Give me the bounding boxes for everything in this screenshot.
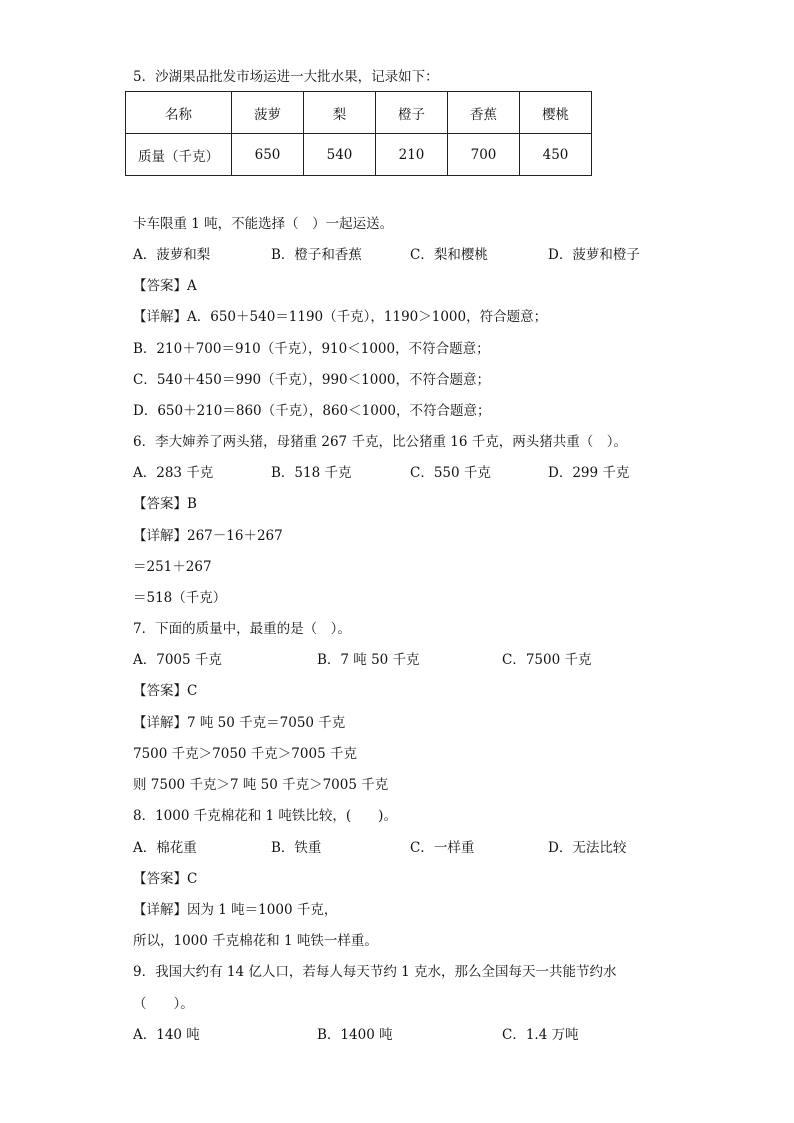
q6-detail-line: ＝518（千克） [133, 590, 227, 606]
q5-detail-line: B．210＋700＝910（千克），910＜1000，不符合题意； [133, 341, 490, 357]
table-cell: 450 [520, 134, 592, 176]
q7-option-b: B．7 吨 50 千克 [317, 652, 420, 668]
table-cell: 樱桃 [520, 92, 592, 134]
q7-detail-line: 【详解】7 吨 50 千克＝7050 千克 [133, 715, 346, 731]
q8-stem: 8．1000 千克棉花和 1 吨铁比较，( )。 [133, 808, 397, 824]
q8-option-c: C．一样重 [410, 840, 475, 856]
q5-question: 卡车限重 1 吨，不能选择（ ）一起运送。 [133, 216, 394, 232]
table-cell: 名称 [126, 92, 232, 134]
q7-answer: 【答案】C [133, 683, 198, 699]
q6-detail-line: ＝251＋267 [133, 559, 212, 575]
q9-stem-continued: （ ）。 [133, 996, 194, 1012]
q5-detail-line: 【详解】A．650＋540＝1190（千克），1190＞1000，符合题意； [133, 309, 548, 325]
q9-option-b: B．1400 吨 [317, 1027, 393, 1043]
q5-option-d: D．菠萝和橙子 [548, 247, 640, 263]
q5-option-a: A．菠萝和梨 [133, 247, 211, 263]
q8-option-b: B．铁重 [271, 840, 322, 856]
table-cell: 梨 [304, 92, 376, 134]
q6-option-b: B．518 千克 [271, 465, 352, 481]
fruit-weight-table [125, 91, 592, 176]
q7-option-a: A．7005 千克 [133, 652, 222, 668]
q6-answer: 【答案】B [133, 496, 197, 512]
q5-option-b: B．橙子和香蕉 [271, 247, 362, 263]
q5-answer: 【答案】A [133, 278, 197, 294]
q9-stem: 9．我国大约有 14 亿人口，若每人每天节约 1 克水，那么全国每天一共能节约水 [133, 964, 617, 980]
q5-stem: 5．沙湖果品批发市场运进一大批水果，记录如下： [133, 69, 439, 85]
q8-option-d: D．无法比较 [548, 840, 627, 856]
q6-stem: 6．李大婶养了两头猪，母猪重 267 千克，比公猪重 16 千克，两头猪共重（ ）。 [133, 434, 627, 450]
q6-option-d: D．299 千克 [548, 465, 630, 481]
q7-detail-line: 7500 千克＞7050 千克＞7005 千克 [133, 746, 357, 762]
table-cell: 菠萝 [232, 92, 304, 134]
table-cell: 香蕉 [448, 92, 520, 134]
q5-detail-line: D．650＋210＝860（千克），860＜1000，不符合题意； [133, 403, 491, 419]
q7-option-c: C．7500 千克 [502, 652, 592, 668]
q5-detail-line: C．540＋450＝990（千克），990＜1000，不符合题意； [133, 372, 491, 388]
table-cell: 质量（千克） [126, 134, 232, 176]
table-cell: 540 [304, 134, 376, 176]
table-cell: 210 [376, 134, 448, 176]
q8-detail-line: 【详解】因为 1 吨＝1000 千克， [133, 902, 338, 918]
q8-answer: 【答案】C [133, 871, 198, 887]
q6-detail-line: 【详解】267－16＋267 [133, 528, 283, 544]
q9-option-c: C．1.4 万吨 [502, 1027, 579, 1043]
q5-option-c: C．梨和樱桃 [410, 247, 488, 263]
q7-detail-line: 则 7500 千克＞7 吨 50 千克＞7005 千克 [133, 777, 389, 793]
table-cell: 橙子 [376, 92, 448, 134]
q6-option-c: C．550 千克 [410, 465, 491, 481]
q7-stem: 7．下面的质量中，最重的是（ ）。 [133, 621, 351, 637]
q8-detail-line: 所以，1000 千克棉花和 1 吨铁一样重。 [133, 933, 378, 949]
table-cell: 700 [448, 134, 520, 176]
q6-option-a: A．283 千克 [133, 465, 214, 481]
table-header-row [126, 92, 592, 134]
table-row [126, 134, 592, 176]
q9-option-a: A．140 吨 [133, 1027, 200, 1043]
table-cell: 650 [232, 134, 304, 176]
q8-option-a: A．棉花重 [133, 840, 197, 856]
